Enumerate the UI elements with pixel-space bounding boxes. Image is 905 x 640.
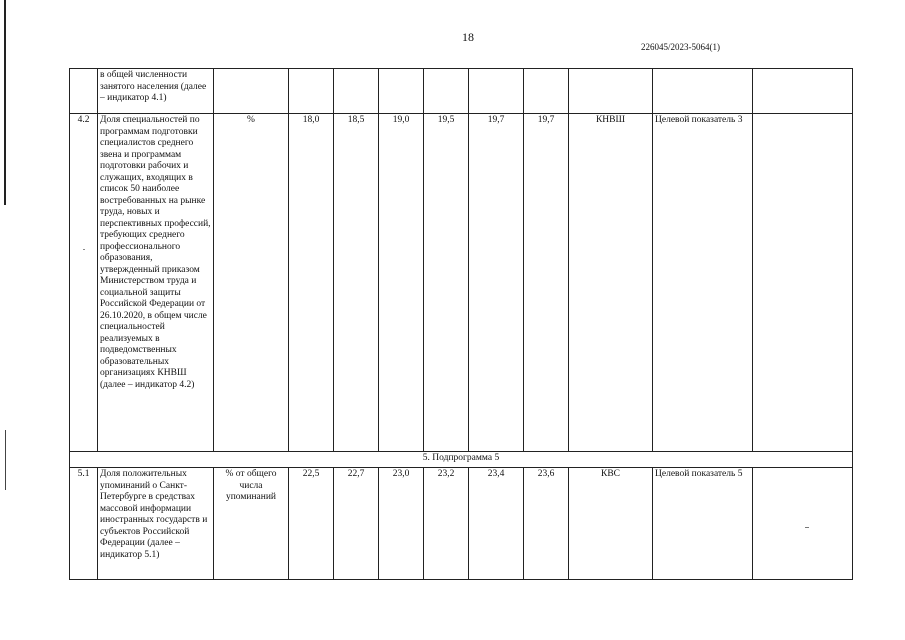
responsible-cell: КНВШ — [569, 114, 653, 452]
scan-margin-mark — [5, 430, 6, 490]
value-cell — [424, 69, 469, 114]
indicator-type-cell: Целевой показатель 5 — [653, 468, 753, 580]
table-row — [70, 69, 853, 114]
value-cell: 19,7 — [524, 114, 569, 452]
extra-cell — [753, 114, 853, 452]
extra-cell — [753, 69, 853, 114]
value-cell: 19,5 — [424, 114, 469, 452]
row-index: 4.2 — [70, 114, 98, 452]
row-index: 5.1 — [70, 468, 98, 580]
indicator-description: в общей численности занятого населения (далее – индикатор 4.1) — [98, 69, 214, 114]
value-cell: 18,5 — [334, 114, 379, 452]
value-cell: 23,6 — [524, 468, 569, 580]
indicator-description: Доля специальностей по программам подготовки специалистов среднего звена и программам подготовки рабочих и служащих, входящих в список 50 наиболее востребованных на рынке труда, новых и перспективных профессий, требующих среднего профессионального образования, утвержденный приказом Министерством труда и социальной защиты Российской Федерации от 26.10.2020, в общем числе специальностей реализуемых в подведомственных образовательных организациях КНВШ (далее – индикатор 4.2) — [98, 114, 214, 452]
indicator-description: Доля положительных упоминаний о Санкт-Петербурге в средствах массовой информации иностранных государств и субъектов Российской Федерации (далее – индикатор 5.1) — [98, 468, 214, 580]
responsible-cell: КВС — [569, 468, 653, 580]
indicator-type-cell: Целевой показатель 3 — [653, 114, 753, 452]
value-cell — [334, 69, 379, 114]
value-cell: 18,0 — [289, 114, 334, 452]
indicator-type-cell — [653, 69, 753, 114]
value-cell — [289, 69, 334, 114]
page-number: 18 — [462, 30, 474, 44]
section-heading: 5. Подпрограмма 5 — [70, 452, 853, 468]
scan-margin-mark — [4, 0, 6, 205]
value-cell — [524, 69, 569, 114]
value-cell: 23,0 — [379, 468, 424, 580]
indicators-table — [69, 68, 853, 580]
value-cell: 23,2 — [424, 468, 469, 580]
table-row — [70, 114, 853, 452]
extra-cell — [753, 468, 853, 580]
document-id: 226045/2023-5064(1) — [641, 42, 720, 52]
value-cell: 22,5 — [289, 468, 334, 580]
value-cell: 23,4 — [469, 468, 524, 580]
value-cell: 19,7 — [469, 114, 524, 452]
value-cell: 19,0 — [379, 114, 424, 452]
unit-cell — [214, 69, 289, 114]
row-index — [70, 69, 98, 114]
value-cell — [379, 69, 424, 114]
table-row — [70, 468, 853, 580]
unit-cell: % — [214, 114, 289, 452]
section-row — [70, 452, 853, 468]
unit-cell: % от общего числа упоминаний — [214, 468, 289, 580]
value-cell — [469, 69, 524, 114]
value-cell: 22,7 — [334, 468, 379, 580]
responsible-cell — [569, 69, 653, 114]
